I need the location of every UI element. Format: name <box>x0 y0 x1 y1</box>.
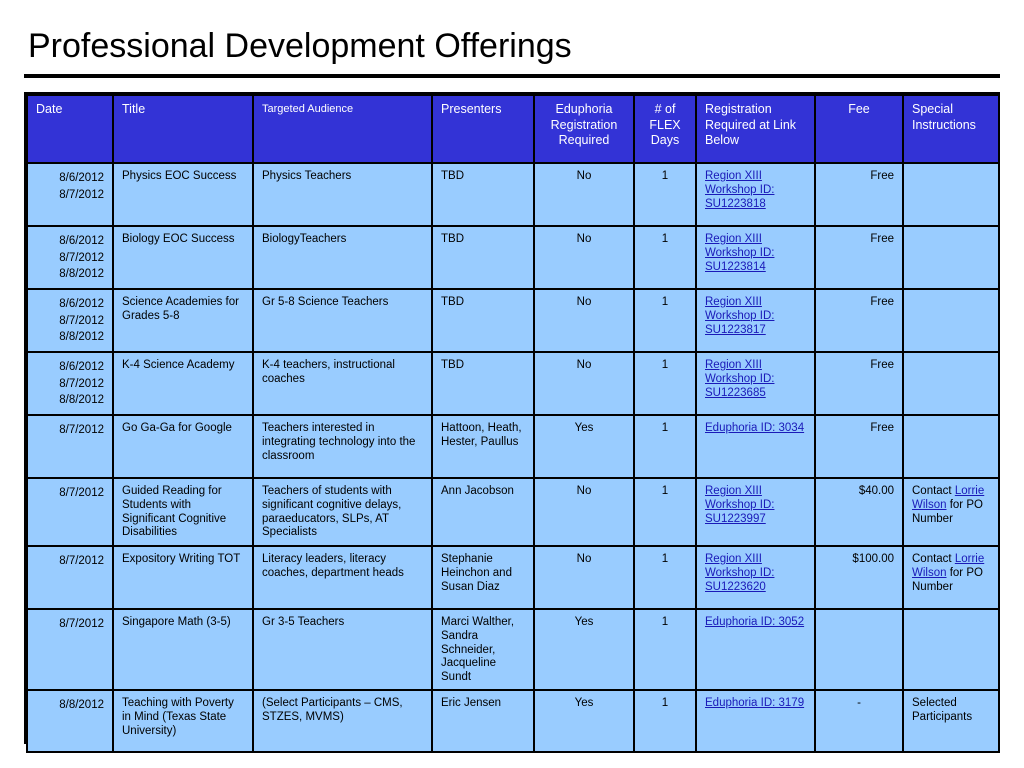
fee-cell: Free <box>815 352 903 415</box>
title-cell: K-4 Science Academy <box>113 352 253 415</box>
table-row <box>27 546 999 609</box>
presenters-cell: TBD <box>432 163 534 226</box>
eduphoria-cell: No <box>534 352 634 415</box>
special-cell <box>903 289 999 352</box>
column-header-date: Date <box>27 95 113 163</box>
special-text: Contact <box>912 485 955 497</box>
title-cell: Expository Writing TOT <box>113 546 253 609</box>
column-header-title: Title <box>113 95 253 163</box>
table-row <box>27 226 999 289</box>
fee-cell: - <box>815 690 903 752</box>
offerings-table <box>26 94 1000 753</box>
date-value: 8/7/2012 <box>59 377 104 390</box>
flex-cell: 1 <box>634 609 696 690</box>
date-value: 8/6/2012 <box>59 172 104 184</box>
date-cell <box>27 415 113 478</box>
audience-cell: K-4 teachers, instructional coaches <box>253 352 432 415</box>
fee-cell: Free <box>815 415 903 478</box>
registration-cell <box>696 352 815 415</box>
contact-link[interactable]: Lorrie Wilson <box>912 485 985 511</box>
date-value: 8/7/2012 <box>59 314 104 327</box>
presenters-cell: Ann Jacobson <box>432 478 534 546</box>
registration-link[interactable]: Eduphoria ID: 3034 <box>705 422 805 434</box>
date-cell <box>27 226 113 289</box>
eduphoria-cell: Yes <box>534 609 634 690</box>
date-value: 8/7/2012 <box>59 251 104 264</box>
table-row <box>27 289 999 352</box>
audience-cell: Literacy leaders, literacy coaches, department heads <box>253 546 432 609</box>
registration-link[interactable]: Region XIII Workshop ID: SU1223818 <box>705 170 775 210</box>
flex-cell: 1 <box>634 226 696 289</box>
date-value: 8/7/2012 <box>59 618 104 630</box>
audience-cell: BiologyTeachers <box>253 226 432 289</box>
audience-cell: Teachers of students with significant cognitive delays, paraeducators, SLPs, AT Specialists <box>253 478 432 546</box>
column-header-presenters: Presenters <box>432 95 534 163</box>
registration-cell <box>696 546 815 609</box>
date-value: 8/8/2012 <box>59 394 104 406</box>
column-header-special: Special Instructions <box>903 95 999 163</box>
fee-cell <box>815 609 903 690</box>
presenters-cell: TBD <box>432 226 534 289</box>
eduphoria-cell: No <box>534 478 634 546</box>
date-value: 8/7/2012 <box>59 487 104 499</box>
special-text: for PO Number <box>912 498 983 525</box>
registration-cell <box>696 415 815 478</box>
eduphoria-cell: Yes <box>534 415 634 478</box>
registration-link[interactable]: Eduphoria ID: 3052 <box>705 616 805 628</box>
date-cell <box>27 690 113 752</box>
date-value: 8/8/2012 <box>59 698 104 711</box>
registration-link[interactable]: Region XIII Workshop ID: SU1223997 <box>705 485 775 525</box>
title-cell: Biology EOC Success <box>113 226 253 289</box>
date-value: 8/8/2012 <box>59 268 104 280</box>
date-value: 8/7/2012 <box>59 188 104 201</box>
date-value: 8/6/2012 <box>59 361 104 373</box>
title-cell: Teaching with Poverty in Mind (Texas State University) <box>113 690 253 752</box>
fee-cell: Free <box>815 163 903 226</box>
date-cell <box>27 352 113 415</box>
special-cell <box>903 609 999 690</box>
date-cell <box>27 609 113 690</box>
date-cell <box>27 478 113 546</box>
eduphoria-cell: Yes <box>534 690 634 752</box>
column-header-audience: Targeted Audience <box>253 95 432 163</box>
fee-cell: Free <box>815 226 903 289</box>
title-cell: Go Ga-Ga for Google <box>113 415 253 478</box>
special-cell <box>903 415 999 478</box>
fee-cell: $40.00 <box>815 478 903 546</box>
title-cell: Science Academies for Grades 5-8 <box>113 289 253 352</box>
registration-link[interactable]: Eduphoria ID: 3179 <box>705 696 805 709</box>
title-divider <box>24 74 1000 78</box>
audience-cell: Physics Teachers <box>253 163 432 226</box>
column-header-registration: Registration Required at Link Below <box>696 95 815 163</box>
column-header-eduphoria: Eduphoria Registration Required <box>534 95 634 163</box>
special-cell <box>903 690 999 752</box>
registration-cell <box>696 226 815 289</box>
registration-link[interactable]: Region XIII Workshop ID: SU1223814 <box>705 233 775 273</box>
registration-link[interactable]: Region XIII Workshop ID: SU1223620 <box>705 553 775 593</box>
special-cell <box>903 546 999 609</box>
flex-cell: 1 <box>634 478 696 546</box>
audience-cell: Gr 3-5 Teachers <box>253 609 432 690</box>
table-row <box>27 690 999 752</box>
date-value: 8/8/2012 <box>59 331 104 343</box>
special-cell <box>903 352 999 415</box>
eduphoria-cell: No <box>534 226 634 289</box>
special-cell <box>903 163 999 226</box>
fee-cell: $100.00 <box>815 546 903 609</box>
table-row <box>27 609 999 690</box>
eduphoria-cell: No <box>534 163 634 226</box>
presenters-cell: Eric Jensen <box>432 690 534 752</box>
date-value: 8/6/2012 <box>59 298 104 310</box>
audience-cell: (Select Participants – CMS, STZES, MVMS) <box>253 690 432 752</box>
header-row <box>27 95 999 163</box>
date-cell <box>27 289 113 352</box>
fee-cell: Free <box>815 289 903 352</box>
eduphoria-cell: No <box>534 546 634 609</box>
title-cell: Singapore Math (3-5) <box>113 609 253 690</box>
title-cell: Physics EOC Success <box>113 163 253 226</box>
special-cell <box>903 478 999 546</box>
registration-cell <box>696 163 815 226</box>
eduphoria-cell: No <box>534 289 634 352</box>
table-row <box>27 478 999 546</box>
flex-cell: 1 <box>634 352 696 415</box>
presenters-cell: Marci Walther, Sandra Schneider, Jacqueline Sundt <box>432 609 534 690</box>
contact-link[interactable]: Lorrie Wilson <box>912 553 985 579</box>
table-row <box>27 163 999 226</box>
audience-cell: Gr 5-8 Science Teachers <box>253 289 432 352</box>
date-cell <box>27 163 113 226</box>
presenters-cell: Hattoon, Heath, Hester, Paullus <box>432 415 534 478</box>
date-value: 8/6/2012 <box>59 235 104 247</box>
date-cell <box>27 546 113 609</box>
registration-cell <box>696 690 815 752</box>
presenters-cell: Stephanie Heinchon and Susan Diaz <box>432 546 534 609</box>
flex-cell: 1 <box>634 289 696 352</box>
column-header-fee: Fee <box>815 95 903 163</box>
special-text: for PO Number <box>912 566 983 593</box>
audience-cell: Teachers interested in integrating technology into the classroom <box>253 415 432 478</box>
table-row <box>27 352 999 415</box>
flex-cell: 1 <box>634 546 696 609</box>
special-cell <box>903 226 999 289</box>
registration-cell <box>696 609 815 690</box>
special-text: Selected Participants <box>912 696 973 723</box>
presenters-cell: TBD <box>432 352 534 415</box>
special-text: Contact <box>912 553 955 565</box>
column-header-flex: # of FLEX Days <box>634 95 696 163</box>
table-row <box>27 415 999 478</box>
registration-cell <box>696 478 815 546</box>
registration-link[interactable]: Region XIII Workshop ID: SU1223817 <box>705 296 775 336</box>
offerings-table-container <box>24 92 1000 744</box>
flex-cell: 1 <box>634 163 696 226</box>
page-title: Professional Development Offerings <box>28 27 572 65</box>
title-cell: Guided Reading for Students with Significant Cognitive Disabilities <box>113 478 253 546</box>
registration-cell <box>696 289 815 352</box>
registration-link[interactable]: Region XIII Workshop ID: SU1223685 <box>705 359 775 399</box>
presenters-cell: TBD <box>432 289 534 352</box>
flex-cell: 1 <box>634 690 696 752</box>
date-value: 8/7/2012 <box>59 424 104 436</box>
flex-cell: 1 <box>634 415 696 478</box>
date-value: 8/7/2012 <box>59 555 104 567</box>
